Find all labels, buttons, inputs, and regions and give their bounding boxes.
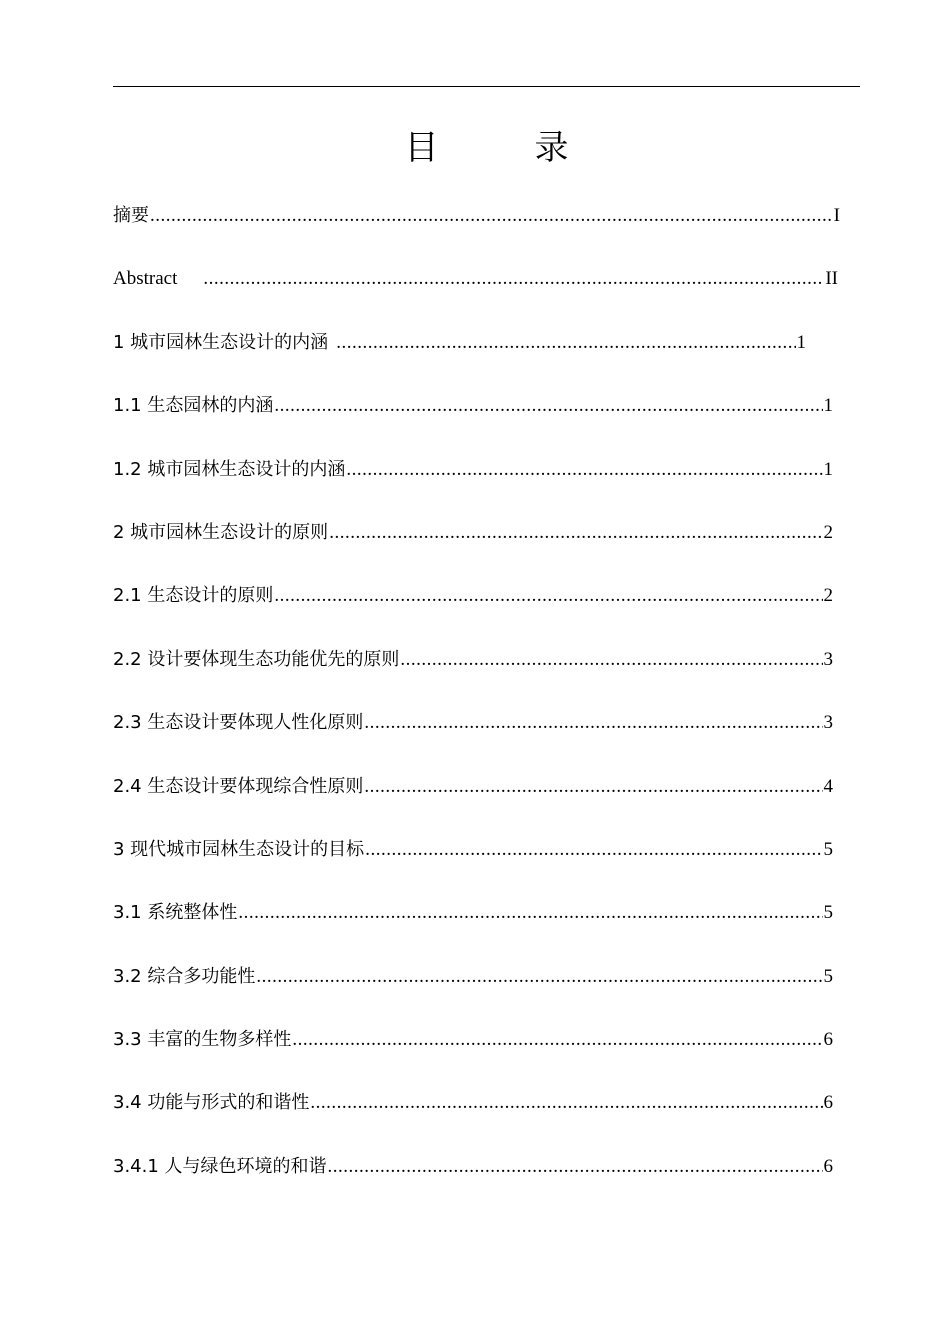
toc-entry-row	[113, 323, 806, 363]
toc-dot-leader	[238, 893, 822, 933]
toc-entry-page-number: 4	[823, 775, 833, 797]
toc-entry-row	[113, 640, 833, 680]
toc-entry-row	[113, 259, 838, 299]
toc-entry-title: 3.4 功能与形式的和谐性	[113, 1092, 310, 1114]
toc-entry-title: 2.1 生态设计的原则	[113, 585, 274, 607]
toc-entry-page-number: 6	[823, 1029, 833, 1051]
toc-entry[interactable]	[113, 259, 860, 322]
toc-entry[interactable]	[113, 893, 860, 956]
toc-title-right: 录	[534, 128, 569, 168]
toc-entry-title: 2.3 生态设计要体现人性化原则	[113, 712, 364, 734]
toc-dot-leader	[365, 830, 822, 870]
toc-entry-title: 2.2 设计要体现生态功能优先的原则	[113, 648, 400, 670]
toc-dot-leader	[292, 1020, 822, 1060]
toc-entry-title: 3.1 系统整体性	[113, 902, 238, 924]
toc-entry-row	[113, 703, 833, 743]
toc-entry-row	[113, 893, 833, 933]
toc-dot-leader	[274, 386, 822, 426]
toc-entry-page-number: 1	[823, 395, 833, 417]
toc-entry-title: Abstract	[113, 268, 178, 290]
toc-entry-row	[113, 1020, 833, 1060]
toc-entry[interactable]	[113, 513, 860, 576]
toc-entry-page-number: 6	[823, 1155, 833, 1177]
toc-dot-leader	[328, 1147, 823, 1187]
toc-entry-row	[113, 513, 833, 553]
toc-entry[interactable]	[113, 196, 860, 259]
toc-dot-leader	[400, 640, 822, 680]
toc-entry-page-number: 3	[823, 648, 833, 670]
toc-entry-title: 1 城市园林生态设计的内涵	[113, 331, 329, 353]
toc-entry-title: 3.2 综合多功能性	[113, 965, 256, 987]
toc-entry-page-number: II	[825, 268, 838, 290]
toc-entry-page-number: 5	[823, 965, 833, 987]
toc-dot-leader	[150, 196, 833, 236]
toc-entry-page-number: I	[833, 205, 840, 226]
toc-entry-title: 2 城市园林生态设计的原则	[113, 521, 329, 543]
toc-entry-title: 3.4.1 人与绿色环境的和谐	[113, 1155, 327, 1177]
toc-dot-leader	[256, 957, 822, 997]
toc-entry-title: 2.4 生态设计要体现综合性原则	[113, 775, 364, 797]
toc-entry-title: 1.2 城市园林生态设计的内涵	[113, 458, 346, 480]
toc-entry-page-number: 5	[823, 838, 833, 860]
toc-entry[interactable]	[113, 703, 860, 766]
toc-entry-page-number: 1	[796, 331, 806, 353]
toc-dot-leader	[364, 703, 822, 743]
toc-entry[interactable]	[113, 323, 860, 386]
toc-entry[interactable]	[113, 1147, 860, 1210]
toc-dot-leader	[329, 513, 822, 553]
toc-entry-title: 摘要	[113, 205, 149, 226]
toc-dot-leader	[346, 450, 822, 490]
toc-entry-row	[113, 957, 833, 997]
toc-entry-title: 3.3 丰富的生物多样性	[113, 1029, 292, 1051]
toc-entry[interactable]	[113, 1020, 860, 1083]
toc-entry-row	[113, 196, 840, 236]
toc-entry[interactable]	[113, 767, 860, 830]
toc-dot-leader	[203, 259, 824, 299]
toc-entry-page-number: 2	[823, 585, 833, 607]
toc-entry[interactable]	[113, 450, 860, 513]
toc-entry[interactable]	[113, 576, 860, 639]
toc-entry-row	[113, 830, 833, 870]
toc-entry-row	[113, 450, 833, 490]
toc-entry[interactable]	[113, 640, 860, 703]
toc-entry[interactable]	[113, 830, 860, 893]
toc-entry-page-number: 6	[823, 1092, 833, 1114]
toc-dot-leader	[274, 576, 822, 616]
header-rule	[113, 86, 860, 87]
toc-dot-leader	[310, 1083, 822, 1123]
toc-title	[113, 124, 860, 172]
toc-entry-page-number: 5	[823, 902, 833, 924]
toc-list	[113, 196, 860, 1210]
toc-dot-leader	[336, 323, 795, 363]
toc-entry-row	[113, 767, 833, 807]
toc-entry[interactable]	[113, 386, 860, 449]
toc-entry-page-number: 1	[823, 458, 833, 480]
toc-title-left: 目	[404, 128, 439, 168]
toc-entry[interactable]	[113, 957, 860, 1020]
toc-entry-title: 3 现代城市园林生态设计的目标	[113, 838, 365, 860]
toc-entry-row	[113, 386, 833, 426]
toc-entry-row	[113, 1147, 833, 1187]
toc-entry-page-number: 2	[823, 521, 833, 543]
toc-entry-row	[113, 1083, 833, 1123]
toc-entry-title: 1.1 生态园林的内涵	[113, 395, 274, 417]
toc-entry[interactable]	[113, 1083, 860, 1146]
toc-entry-page-number: 3	[823, 712, 833, 734]
toc-dot-leader	[364, 767, 822, 807]
toc-entry-row	[113, 576, 833, 616]
